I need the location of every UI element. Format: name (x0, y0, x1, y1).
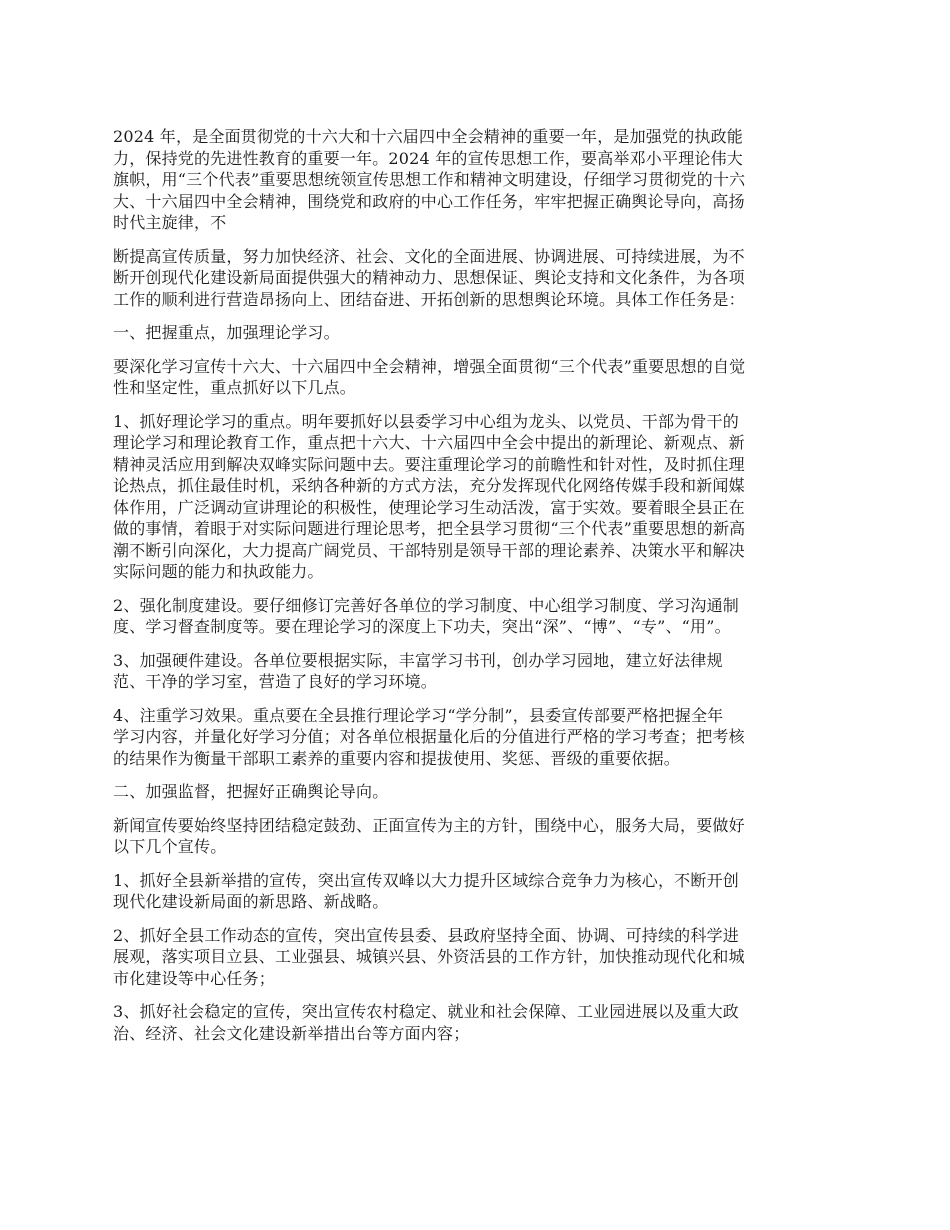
paragraph-line: 理论学习和理论教育工作，重点把十六大、十六届四中全会中提出的新理论、新观点、新 (113, 433, 745, 452)
paragraph-line: 潮不断引向深化，大力提高广阔党员、干部特别是领导干部的理论素养、决策水平和解决 (113, 540, 745, 560)
paragraph-line: 范、干净的学习室，营造了良好的学习环境。 (113, 672, 438, 691)
paragraph (113, 322, 838, 344)
document-body (113, 126, 838, 1056)
paragraph-line: 工作的顺利进行营造昂扬向上、团结奋进、开拓创新的思想舆论环境。具体工作任务是： (113, 289, 745, 309)
paragraph-line: 大、十六届四中全会精神，围绕党和政府的中心工作任务，牢牢把握正确舆论导向，高扬 (113, 191, 745, 211)
paragraph (113, 126, 838, 234)
paragraph-line: 治、经济、社会文化建设新举措出台等方面内容； (113, 1023, 470, 1043)
paragraph-line: 学习内容，并量化好学习分值；对各单位根据量化后的分值进行严格的学习考查；把考核 (113, 727, 745, 746)
paragraph-line: 精神灵活应用到解决双峰实际问题中去。要注重理论学习的前瞻性和针对性，及时抓住理 (113, 454, 745, 474)
paragraph (113, 705, 838, 770)
paragraph-line: 1、抓好全县新举措的宣传，突出宣传双峰以大力提升区域综合竞争力为核心，不断开创 (113, 870, 739, 890)
paragraph-line: 新闻宣传要始终坚持团结稳定鼓劲、正面宣传为主的方针，围绕中心，服务大局，要做好 (113, 815, 745, 835)
paragraph-line: 时代主旋律，不 (113, 213, 227, 232)
paragraph-line: 的结果作为衡量干部职工素养的重要内容和提拔使用、奖惩、晋级的重要依据。 (113, 748, 681, 768)
paragraph-line: 以下几个宣传。 (113, 837, 227, 856)
paragraph-line: 实际问题的能力和执政能力。 (113, 562, 324, 581)
paragraph (113, 246, 838, 311)
paragraph-line: 3、抓好社会稳定的宣传，突出宣传农村稳定、就业和社会保障、工业园进展以及重大政 (113, 1002, 739, 1021)
paragraph-line: 一、把握重点，加强理论学习。 (113, 323, 340, 342)
paragraph-line: 断开创现代化建设新局面提供强大的精神动力、思想保证、舆论支持和文化条件，为各项 (113, 268, 745, 287)
paragraph-line: 现代化建设新局面的新思路、新战略。 (113, 892, 389, 911)
paragraph-line: 性和坚定性，重点抓好以下几点。 (113, 378, 357, 397)
paragraph-line: 要深化学习宣传十六大、十六届四中全会精神，增强全面贯彻“三个代表”重要思想的自觉 (113, 356, 746, 376)
paragraph-line: 4、注重学习效果。重点要在全县推行理论学习“学分制”，县委宣传部要严格把握全年 (113, 705, 724, 725)
paragraph-line: 体作用，广泛调动宣讲理论的积极性，使理论学习生动活泼，富于实效。要着眼全县正在 (113, 497, 745, 517)
paragraph-line: 度、学习督查制度等。要在理论学习的深度上下功夫，突出“深”、“博”、“专”、“用”。 (113, 617, 731, 636)
paragraph-line: 二、加强监督，把握好正确舆论导向。 (113, 782, 389, 801)
paragraph (113, 411, 838, 583)
paragraph-line: 力，保持党的先进性教育的重要一年。2024 年的宣传思想工作，要高举邓小平理论伟大 (113, 148, 744, 168)
paragraph-line: 断提高宣传质量，努力加快经济、社会、文化的全面进展、协调进展、可持续进展，为不 (113, 246, 745, 266)
paragraph-line: 展观，落实项目立县、工业强县、城镇兴县、外资活县的工作方针，加快推动现代化和城 (113, 947, 745, 966)
paragraph (113, 870, 838, 913)
paragraph (113, 781, 838, 803)
paragraph (113, 1001, 838, 1044)
paragraph (113, 650, 838, 693)
paragraph-line: 2、强化制度建设。要仔细修订完善好各单位的学习制度、中心组学习制度、学习沟通制 (113, 595, 739, 615)
paragraph-line: 做的事情，着眼于对实际问题进行理论思考，把全县学习贯彻“三个代表”重要思想的新高 (113, 519, 746, 538)
paragraph-line: 3、加强硬件建设。各单位要根据实际，丰富学习书刊，创办学习园地，建立好法律规 (113, 650, 723, 670)
paragraph (113, 925, 838, 990)
paragraph-line: 旗帜，用“三个代表”重要思想统领宣传思想工作和精神文明建设，仔细学习贯彻党的十六 (113, 170, 746, 189)
paragraph (113, 356, 838, 399)
paragraph-line: 1、抓好理论学习的重点。明年要抓好以县委学习中心组为龙头、以党员、干部为骨干的 (113, 411, 739, 431)
paragraph-line: 市化建设等中心任务； (113, 968, 276, 988)
paragraph-line: 2024 年，是全面贯彻党的十六大和十六届四中全会精神的重要一年，是加强党的执政能 (113, 127, 744, 146)
paragraph-line: 论热点，抓住最佳时机，采纳各种新的方式方法，充分发挥现代化网络传媒手段和新闻媒 (113, 476, 745, 495)
paragraph (113, 595, 838, 638)
paragraph (113, 815, 838, 858)
paragraph-line: 2、抓好全县工作动态的宣传，突出宣传县委、县政府坚持全面、协调、可持续的科学进 (113, 925, 739, 945)
